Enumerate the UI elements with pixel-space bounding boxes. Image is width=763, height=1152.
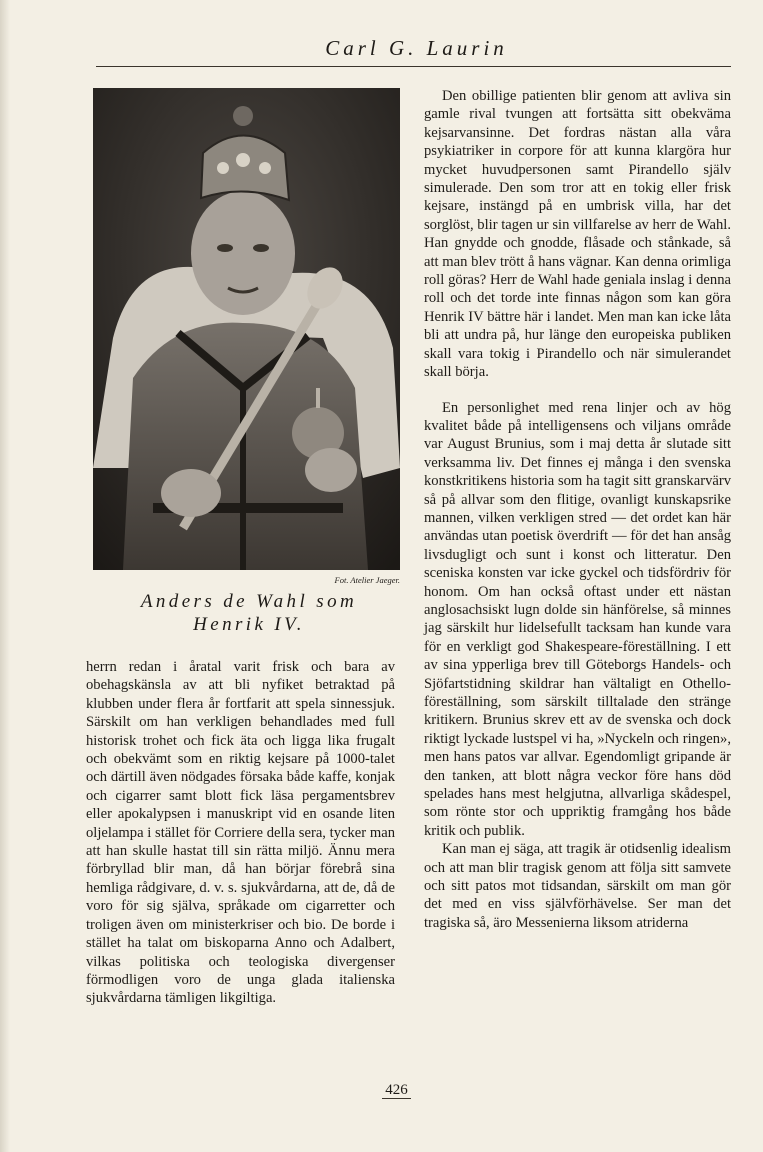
right-column	[424, 87, 731, 932]
paragraph: Den obillige patienten blir genom att avliva sin gamle rival tvungen att fortsätta sitt obekväma kejsarvansinne. Det fordras nästan alla våra psykiatriker in corpore för att kunna klargöra hur mycket huvudpersonen samt Pirandello själv simulerade. Den som tror att en tokig eller frisk kejsare, instängd på en umbrisk villa, har det sorglöst, blir tagen ur sin villfarelse av herr de Wahl. Han gnydde och gnodde, flåsade och stånkade, så att man blev trött å hans vägnar. Kan denna orimliga roll göras? Herr de Wahl hade geniala inslag i denna roll och det torde inte finnas någon som kan göra Henrik IV bättre här i landet. Men man kan icke låta bli att undra på, hur länge den europeiska publiken skall vara tokig i Pirandello och när simulerandet skall börja.	[424, 88, 731, 381]
left-column	[86, 658, 395, 1008]
paragraph: En personlighet med rena linjer och av hög kvalitet både på intelligensens och viljans område var August Brunius, som i maj detta år slutade sitt verksamma liv. Det finnes ej många i den svenska konstkritikens historia som ha tagit sitt granskarvärv så på allvar som den flitige, ovanligt kunskapsrike mannen, vilken verkligen stred — det ordet kan här användas utan poetisk överdrift — för det han ansåg livsdugligt och sunt i konst och litteratur. Den sceniska konsten var icke gyckel och tidsfördriv för honom. Om han också oftast under ett nästan anglosachsiskt lugn dolde sin hänförelse, så minnes jag särskilt hur lidelsefullt tacksam han kunde vara för en verkligt god Shakespeare-föreställning. I ett av sina ypperliga brev till Göteborgs Handels- och Sjöfartstidning skildrar han vältaligt en Othello-föreställning, som särskilt tilltalade den stränge kritikern. Brunius skrev ett av de svenska och dock riktigt lyckade lustspel vi ha, »Nyckeln och ringen», men hans patos var allvar. Egendomligt gripande är den tanken, att blott några veckor före hans död spelades hans mest helgjutna, allvarliga skådespel, som rönte stor och uppriktig framgång hos både kritik och publik.	[424, 399, 731, 839]
page-number	[0, 1082, 763, 1099]
photo-caption: Anders de Wahl som Henrik IV.	[140, 591, 358, 635]
photo-credit: Fot. Atelier Jaeger.	[334, 575, 400, 585]
paragraph-gap	[424, 382, 731, 399]
page-number-text: 426	[382, 1082, 411, 1099]
page-edge	[0, 0, 10, 1152]
paragraph: herrn redan i åratal varit frisk och bara av obehagskänsla av att bli nyfiket betraktad på klubben under flera år fortfarit att spela sinnessjuk. Särskilt om han verkligen behandlades med full historisk trohet och fick äta och ligga lika frugalt och obekvämt som en riktig kejsare på 1000-talet och därtill även nödgades försaka både kaffe, konjak och cigarrer samt blott fick läsa pergamentsbrev eller apokalypsen i manuskript vid en osande liten oljelampa i stället för Corriere della sera, tycker man att han skulle hastat till sin rätta miljö. Ännu mera förbryllad blir man, då han börjar förebrå sina hemliga rådgivare, d. v. s. sjukvårdarna, att de, då de voro för sig själva, språkade om cigarretter och troligen även om ministerkriser och bio. De borde i stället ha talat om biskoparna Anno och Adalbert, vilkas politiska och teologiska divergenser förmodligen voro de unga glada italienska sjukvårdarna tämligen likgiltiga.	[86, 659, 395, 1007]
paragraph: Kan man ej säga, att tragik är otidsenlig idealism och att man blir tragisk genom att följa sitt samvete och sitt patos mot tidsandan, särskilt om man gör det med en viss självförhävelse. Ser man det tragiska så, äro Messenierna liksom atriderna	[424, 841, 731, 931]
portrait-photo	[93, 88, 400, 570]
running-header: Carl G. Laurin	[325, 36, 508, 60]
header-rule	[96, 66, 731, 67]
